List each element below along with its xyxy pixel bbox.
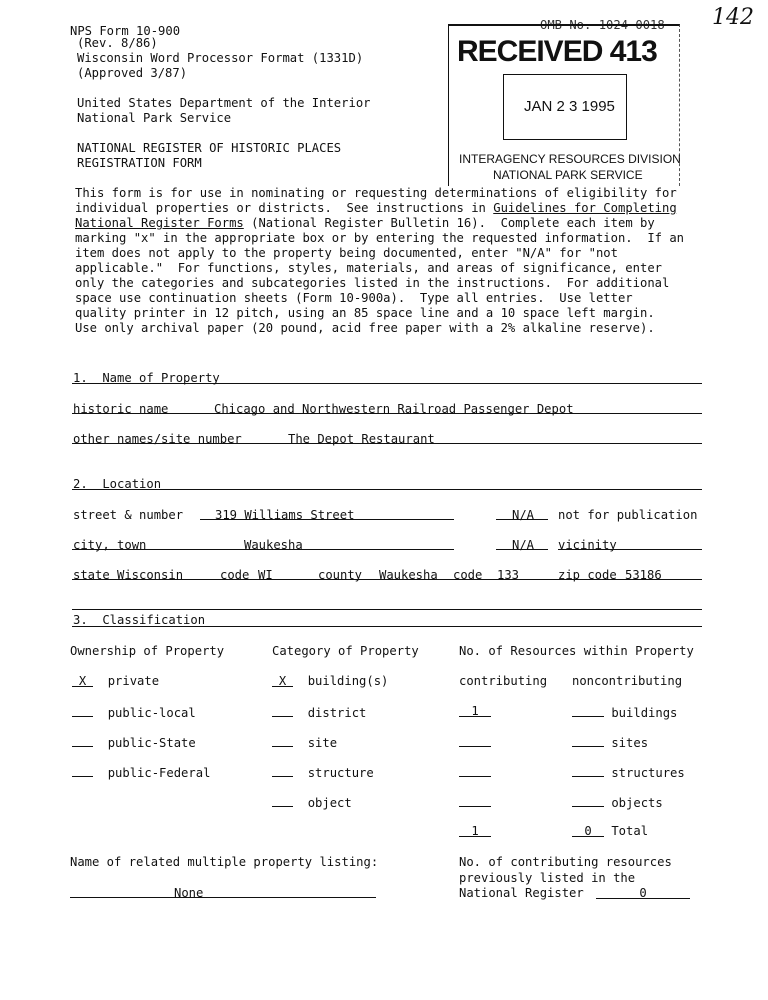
field-rule [72, 549, 454, 550]
instr-line: (National Register Bulletin 16). Complete each item by [243, 216, 655, 230]
resource-row [572, 734, 648, 751]
checkbox-mark[interactable] [272, 764, 293, 777]
field-rule [72, 443, 702, 444]
category-header: Category of Property [272, 644, 419, 658]
state-value[interactable]: Wisconsin [117, 568, 184, 582]
not-for-publication-label: not for publication [558, 508, 698, 522]
field-rule [70, 897, 376, 898]
category-option[interactable] [272, 764, 374, 781]
field-rule [72, 413, 702, 414]
instr-line: quality printer in 12 pitch, using an 85 space line and a 10 space left margin. [75, 306, 655, 320]
multiple-property-value[interactable]: None [174, 886, 204, 900]
total-label: Total [611, 824, 649, 838]
contributing-count[interactable] [459, 764, 491, 777]
instr-line: only the categories and subcategories listed in the instructions. For additional [75, 276, 670, 290]
noncontributing-count[interactable] [572, 734, 604, 747]
resource-row [459, 734, 491, 751]
resource-label: objects [611, 796, 663, 810]
resource-label: sites [611, 736, 649, 750]
option-label: public-State [107, 736, 196, 750]
instr-line: This form is for use in nominating or requesting determinations of eligibility for [75, 186, 677, 200]
omb-number: OMB No. 1024-0018 [540, 18, 665, 32]
register-forms-link[interactable]: National Register Forms [75, 216, 244, 230]
department: United States Department of the Interior [77, 96, 371, 110]
resource-row [459, 764, 491, 781]
instr-line: marking "x" in the appropriate box or by entering the requested information. If an [75, 231, 685, 245]
section-1-heading: 1. Name of Property [73, 371, 220, 385]
noncontributing-label: noncontributing [572, 674, 683, 688]
total-contributing[interactable]: 1 [459, 824, 491, 837]
ownership-header: Ownership of Property [70, 644, 225, 658]
form-revision: (Rev. 8/86) [77, 36, 158, 50]
option-label: site [307, 736, 338, 750]
category-option[interactable] [272, 734, 337, 751]
resource-label: structures [611, 766, 685, 780]
city-label: city, town [73, 538, 147, 552]
approval-date: (Approved 3/87) [77, 66, 188, 80]
multiple-property-label: Name of related multiple property listing: [70, 855, 379, 869]
instr-line: applicable." For functions, styles, materials, and areas of significance, enter [75, 261, 662, 275]
street-value[interactable]: 319 Williams Street [215, 508, 355, 522]
guidelines-link[interactable]: Guidelines for Completing [493, 201, 677, 215]
option-label: object [307, 796, 352, 810]
resource-row [459, 794, 491, 811]
resource-row [572, 704, 677, 721]
instructions-paragraph [75, 186, 715, 336]
total-row [459, 824, 491, 839]
section-rule [72, 626, 702, 627]
form-title: NATIONAL REGISTER OF HISTORIC PLACES [77, 141, 342, 155]
state-code-value[interactable]: WI [258, 568, 273, 582]
ownership-option[interactable] [72, 674, 159, 689]
other-names-value[interactable]: The Depot Restaurant [288, 432, 435, 446]
vicinity-label: vicinity [558, 538, 617, 552]
total-row [572, 824, 648, 839]
previously-listed-value-field [596, 886, 690, 901]
section-2-heading: 2. Location [73, 477, 162, 491]
option-label: structure [307, 766, 374, 780]
previously-listed-value[interactable]: 0 [596, 886, 690, 899]
option-label: building(s) [307, 674, 389, 688]
noncontributing-count[interactable] [572, 794, 604, 807]
category-option[interactable] [272, 674, 388, 689]
not-for-publication-value[interactable]: N/A [512, 508, 535, 522]
ownership-option[interactable] [72, 764, 210, 781]
stamp-date-box [503, 74, 627, 140]
zip-value[interactable]: 53186 [625, 568, 662, 582]
received-stamp [448, 24, 680, 186]
checkbox-mark[interactable] [272, 704, 293, 717]
vicinity-value[interactable]: N/A [512, 538, 535, 552]
checkbox-mark[interactable] [272, 794, 293, 807]
checkbox-mark[interactable]: X [72, 674, 93, 687]
section-rule [72, 489, 702, 490]
checkbox-mark[interactable] [72, 764, 93, 777]
checkbox-mark[interactable] [72, 704, 93, 717]
resource-label: buildings [611, 706, 678, 720]
category-option[interactable] [272, 794, 352, 811]
field-rule [200, 519, 454, 520]
field-rule [496, 549, 548, 550]
total-noncontributing[interactable]: 0 [572, 824, 604, 837]
option-label: public-Federal [107, 766, 211, 780]
checkbox-mark[interactable]: X [272, 674, 293, 687]
field-rule [558, 549, 702, 550]
handwritten-page-mark: 142 [712, 5, 754, 30]
field-rule [496, 519, 548, 520]
state-label: state [73, 568, 110, 582]
instr-line: space use continuation sheets (Form 10-900a). Type all entries. Use letter [75, 291, 633, 305]
zip-label: zip code [558, 568, 617, 582]
resource-row [572, 794, 663, 811]
stamp-service: NATIONAL PARK SERVICE [493, 168, 643, 182]
city-value[interactable]: Waukesha [244, 538, 303, 552]
instr-line: item does not apply to the property being documented, enter "N/A" for "not [75, 246, 618, 260]
county-value[interactable]: Waukesha [379, 568, 438, 582]
county-label: county [318, 568, 363, 582]
section-3-heading: 3. Classification [73, 613, 206, 627]
option-label: private [107, 674, 160, 688]
section-rule [72, 609, 702, 610]
resource-row [459, 704, 491, 719]
contributing-count[interactable] [459, 734, 491, 747]
form-subtitle: REGISTRATION FORM [77, 156, 202, 170]
noncontributing-count[interactable] [572, 704, 604, 717]
form-number: NPS Form 10-900 [70, 24, 181, 38]
historic-name-label: historic name [73, 402, 169, 416]
previously-listed-label-1: No. of contributing resources [459, 855, 672, 869]
historic-name-value[interactable]: Chicago and Northwestern Railroad Passenger Depot [214, 402, 574, 416]
ownership-option[interactable] [72, 734, 196, 751]
agency: National Park Service [77, 111, 232, 125]
county-code-value[interactable]: 133 [497, 568, 520, 582]
county-code-label: code [453, 568, 483, 582]
instr-line: Use only archival paper (20 pound, acid free paper with a 2% alkaline reserve). [75, 321, 655, 335]
category-option[interactable] [272, 704, 366, 721]
previously-listed-label-3: National Register [459, 886, 584, 900]
instr-line: individual properties or districts. See instructions in [75, 201, 494, 215]
resource-row [572, 764, 685, 781]
resources-header: No. of Resources within Property [459, 644, 694, 658]
contributing-count[interactable] [459, 794, 491, 807]
state-code-label: code [220, 568, 250, 582]
checkbox-mark[interactable] [72, 734, 93, 747]
other-names-label: other names/site number [73, 432, 242, 446]
checkbox-mark[interactable] [272, 734, 293, 747]
field-rule [72, 579, 702, 580]
contributing-count[interactable]: 1 [459, 704, 491, 717]
ownership-option[interactable] [72, 704, 196, 721]
option-label: public-local [107, 706, 196, 720]
street-label: street & number [73, 508, 184, 522]
option-label: district [307, 706, 367, 720]
noncontributing-count[interactable] [572, 764, 604, 777]
stamp-division: INTERAGENCY RESOURCES DIVISION [459, 152, 681, 166]
processor-format: Wisconsin Word Processor Format (1331D) [77, 51, 364, 65]
section-rule [72, 383, 702, 384]
contributing-label: contributing [459, 674, 548, 688]
stamp-date: JAN 2 3 1995 [524, 98, 615, 115]
stamp-received-label: RECEIVED 413 [457, 35, 657, 68]
previously-listed-label-2: previously listed in the [459, 871, 636, 885]
